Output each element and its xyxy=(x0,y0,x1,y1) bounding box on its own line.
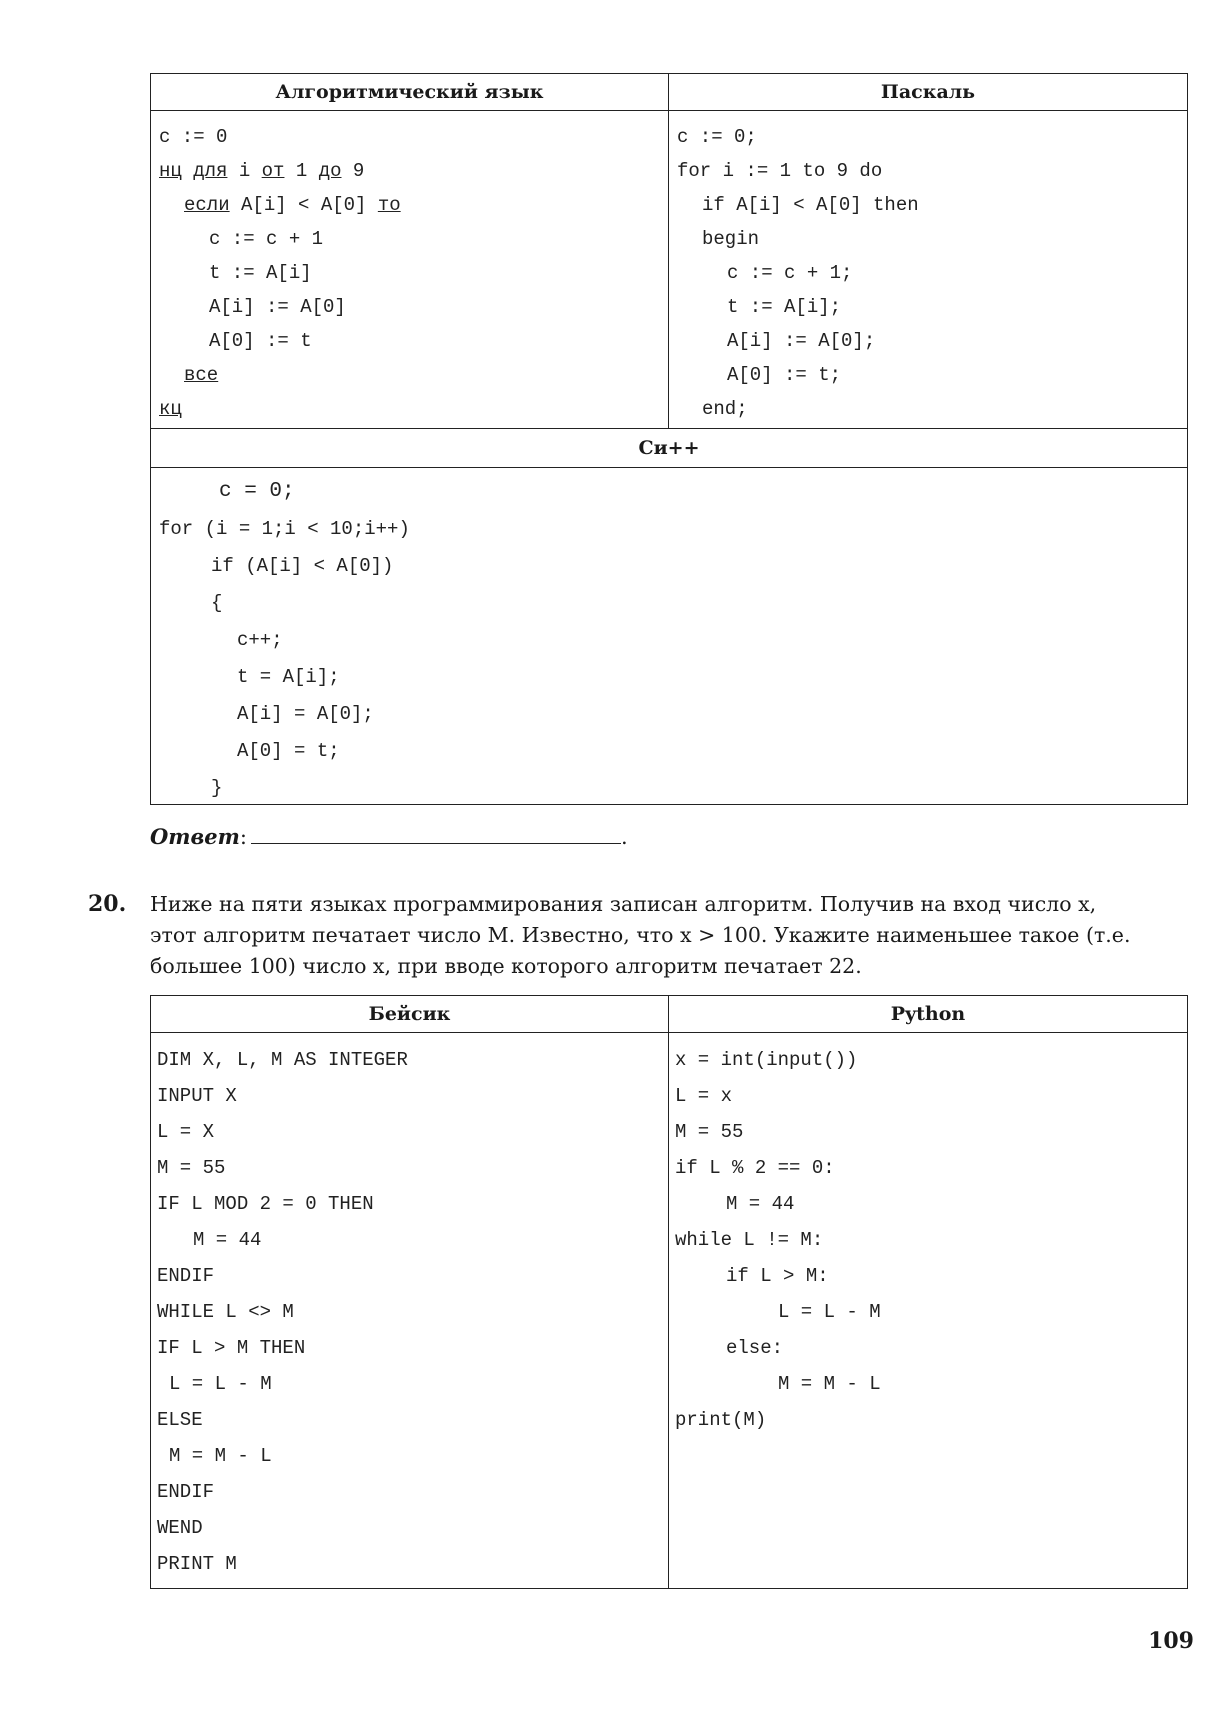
code-line: t := A[i] xyxy=(209,262,312,284)
keyword: нц xyxy=(159,160,182,182)
code-line: M = 55 xyxy=(675,1121,744,1143)
answer-end: . xyxy=(620,825,628,849)
keyword: до xyxy=(318,160,342,182)
keyword: то xyxy=(377,194,401,216)
code-line: x = int(input()) xyxy=(675,1049,858,1071)
code-line: L = x xyxy=(675,1085,733,1107)
code-line: c++; xyxy=(237,629,283,651)
code-line: for (i = 1;i < 10;i++) xyxy=(159,518,410,540)
code-line: L = L - M xyxy=(169,1373,272,1395)
task-line: этот алгоритм печатает число M. Известно, что x > 100. Укажите наименьшее такое (т.е. xyxy=(150,923,1131,947)
page-number: 109 xyxy=(1148,1628,1194,1654)
code-line: A[i] := A[0]; xyxy=(727,330,876,352)
code-line: while L != M: xyxy=(675,1229,824,1251)
code-line: c := c + 1; xyxy=(727,262,853,284)
code-line: M = M - L xyxy=(169,1445,272,1467)
code-line: end; xyxy=(702,398,748,420)
code-line: IF L > M THEN xyxy=(157,1337,306,1359)
code-line: ENDIF xyxy=(157,1265,215,1287)
code-line: if A[i] < A[0] then xyxy=(702,194,919,216)
code-line: for i := 1 to 9 do xyxy=(677,160,883,182)
keyword: для xyxy=(193,160,228,182)
code-table-bottom xyxy=(150,995,1188,1589)
code-line: c := 0; xyxy=(677,126,757,148)
header-pascal: Паскаль xyxy=(669,74,1188,111)
code-line: IF L MOD 2 = 0 THEN xyxy=(157,1193,374,1215)
task-number: 20. xyxy=(88,891,127,917)
code-line: нц для i от 1 до 9 xyxy=(159,160,365,182)
code-line: A[0] := t xyxy=(209,330,312,352)
code-line: if L > M: xyxy=(726,1265,829,1287)
header-cpp: Си++ xyxy=(151,429,1188,468)
code-line: begin xyxy=(702,228,760,250)
code-line: WHILE L <> M xyxy=(157,1301,294,1323)
code-line: A[i] := A[0] xyxy=(209,296,346,318)
task-line: Ниже на пяти языках программирования записан алгоритм. Получив на вход число x, xyxy=(150,892,1097,916)
code-line: PRINT M xyxy=(157,1553,237,1575)
code-line: else: xyxy=(726,1337,784,1359)
code-line: c := c + 1 xyxy=(209,228,324,250)
code-line: c = 0; xyxy=(219,480,295,503)
answer-line xyxy=(150,824,628,849)
code-table-top xyxy=(150,73,1188,805)
code-line: print(M) xyxy=(675,1409,767,1431)
code-line: } xyxy=(211,777,223,799)
code-line: A[i] = A[0]; xyxy=(237,703,374,725)
code-line: c := 0 xyxy=(159,126,228,148)
code-line: ENDIF xyxy=(157,1481,215,1503)
code-line: M = 44 xyxy=(726,1193,795,1215)
answer-label: Ответ xyxy=(150,824,240,849)
code-line: если A[i] < A[0] то xyxy=(184,194,401,216)
header-python: Python xyxy=(669,996,1188,1033)
code-line: M = M - L xyxy=(778,1373,881,1395)
code-line: кц xyxy=(159,398,182,420)
code-line: A[0] = t; xyxy=(237,740,340,762)
code-line: M = 55 xyxy=(157,1157,226,1179)
keyword: от xyxy=(261,160,285,182)
code-line: DIM X, L, M AS INTEGER xyxy=(157,1049,408,1071)
answer-colon: : xyxy=(239,825,247,849)
code-line: t := A[i]; xyxy=(727,296,842,318)
header-algo-lang: Алгоритмический язык xyxy=(151,74,669,111)
code-line: WEND xyxy=(157,1517,203,1539)
code-line: L = X xyxy=(157,1121,215,1143)
code-line: INPUT X xyxy=(157,1085,237,1107)
code-line: все xyxy=(184,364,219,386)
code-line: A[0] := t; xyxy=(727,364,842,386)
code-line: if L % 2 == 0: xyxy=(675,1157,835,1179)
code-line: t = A[i]; xyxy=(237,666,340,688)
task-line: большее 100) число x, при вводе которого алгоритм печатает 22. xyxy=(150,954,862,978)
task-statement xyxy=(150,889,1195,982)
code-line: if (A[i] < A[0]) xyxy=(211,555,394,577)
code-line: L = L - M xyxy=(778,1301,881,1323)
code-line: M = 44 xyxy=(193,1229,262,1251)
keyword: если xyxy=(184,194,230,216)
code-line: { xyxy=(211,592,223,614)
header-basic: Бейсик xyxy=(151,996,669,1033)
answer-blank[interactable] xyxy=(251,825,621,844)
code-line: ELSE xyxy=(157,1409,203,1431)
